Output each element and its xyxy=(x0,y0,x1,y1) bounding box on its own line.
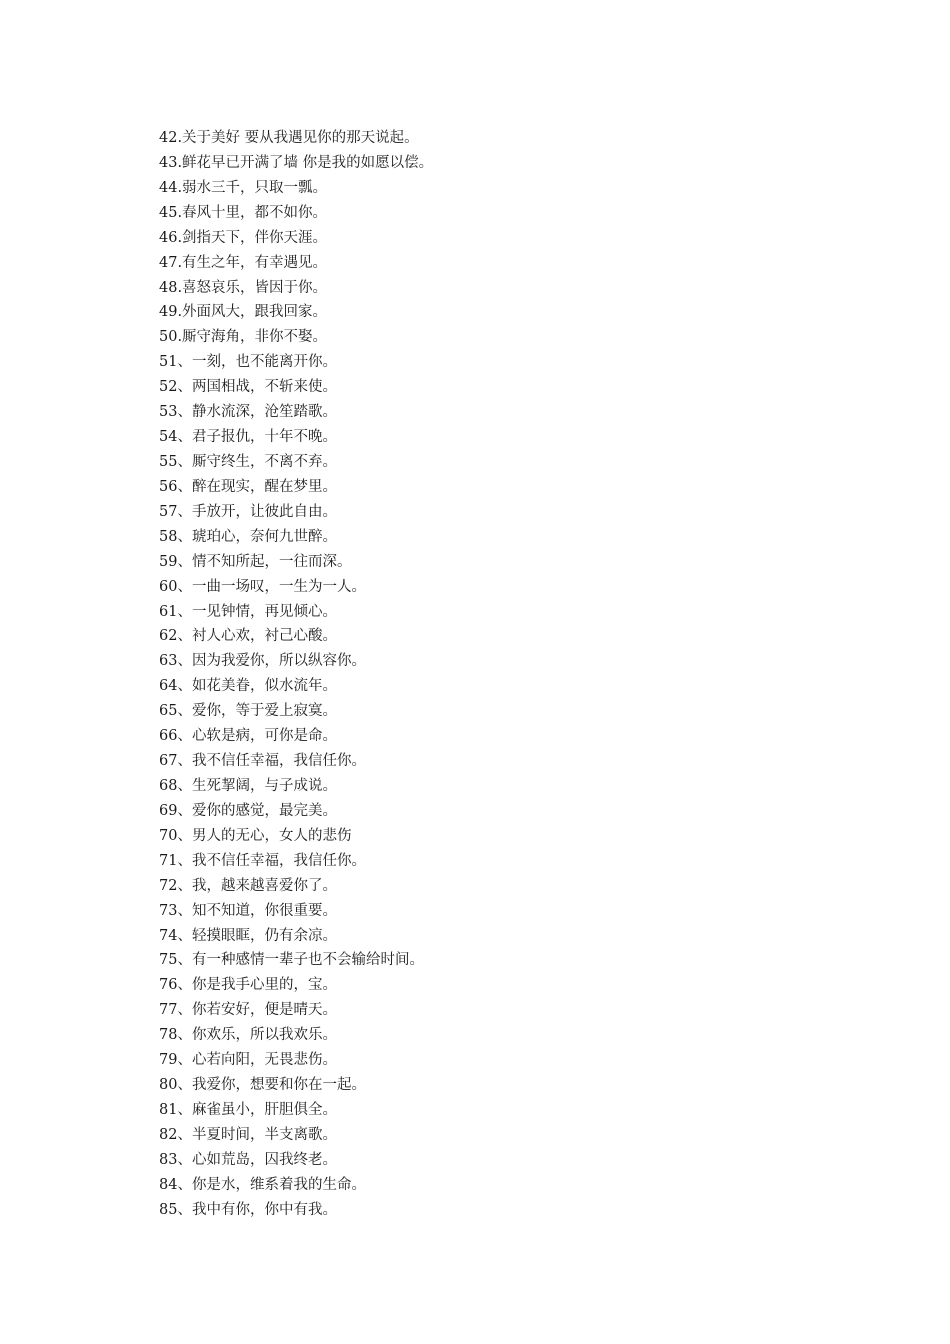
quote-line: 67、我不信任幸福，我信任你。 xyxy=(159,753,366,770)
quote-line: 51、一刻，也不能离开你。 xyxy=(159,354,337,371)
quote-line: 62、衬人心欢，衬己心酸。 xyxy=(159,628,337,645)
quote-line: 68、生死挈阔，与子成说。 xyxy=(159,777,337,794)
quote-line: 53、静水流深，沧笙踏歌。 xyxy=(159,404,337,421)
quote-line: 72、我，越来越喜爱你了。 xyxy=(159,877,337,894)
quote-line: 52、两国相战，不斩来使。 xyxy=(159,379,337,396)
quote-line: 83、心如荒岛，囚我终老。 xyxy=(159,1151,337,1168)
quote-line: 77、你若安好，便是晴天。 xyxy=(159,1002,337,1019)
quote-line: 75、有一种感情一辈子也不会输给时间。 xyxy=(159,952,424,969)
quote-line: 54、君子报仇，十年不晚。 xyxy=(159,429,337,446)
quote-line: 85、我中有你，你中有我。 xyxy=(159,1201,337,1218)
quote-line: 79、心若向阳，无畏悲伤。 xyxy=(159,1052,337,1069)
quote-line: 59、情不知所起，一往而深。 xyxy=(159,553,352,570)
quote-line: 80、我爱你，想要和你在一起。 xyxy=(159,1077,366,1094)
quote-list xyxy=(159,126,433,1223)
quote-line: 66、心软是病，可你是命。 xyxy=(159,728,337,745)
quote-line: 78、你欢乐，所以我欢乐。 xyxy=(159,1027,337,1044)
quote-line: 55、厮守终生，不离不弃。 xyxy=(159,453,337,470)
quote-line: 57、手放开，让彼此自由。 xyxy=(159,503,337,520)
quote-line: 60、一曲一场叹，一生为一人。 xyxy=(159,578,366,595)
quote-line: 50.厮守海角，非你不娶。 xyxy=(159,329,328,346)
quote-line: 65、爱你，等于爱上寂寞。 xyxy=(159,703,337,720)
quote-line: 58、琥珀心，奈何九世醉。 xyxy=(159,528,337,545)
quote-line: 47.有生之年，有幸遇见。 xyxy=(159,254,328,271)
quote-line: 43.鲜花早已开满了墙 你是我的如愿以偿。 xyxy=(159,154,434,171)
quote-line: 69、爱你的感觉，最完美。 xyxy=(159,802,337,819)
quote-line: 64、如花美眷，似水流年。 xyxy=(159,678,337,695)
quote-line: 56、醉在现实，醒在梦里。 xyxy=(159,478,337,495)
quote-line: 42.关于美好 要从我遇见你的那天说起。 xyxy=(159,130,419,146)
quote-line: 74、轻摸眼眶，仍有余凉。 xyxy=(159,927,337,944)
quote-line: 61、一见钟情，再见倾心。 xyxy=(159,603,337,620)
quote-line: 71、我不信任幸福，我信任你。 xyxy=(159,852,366,869)
quote-line: 63、因为我爱你，所以纵容你。 xyxy=(159,653,366,670)
quote-line: 84、你是水，维系着我的生命。 xyxy=(159,1176,366,1193)
quote-line: 48.喜怒哀乐，皆因于你。 xyxy=(159,279,328,296)
quote-line: 49.外面风大，跟我回家。 xyxy=(159,304,328,321)
quote-line: 44.弱水三千，只取一瓢。 xyxy=(159,179,328,196)
quote-line: 70、男人的无心，女人的悲伤 xyxy=(159,827,352,844)
quote-line: 76、你是我手心里的，宝。 xyxy=(159,977,337,994)
quote-line: 81、麻雀虽小，肝胆俱全。 xyxy=(159,1101,337,1118)
quote-line: 46.剑指天下，伴你天涯。 xyxy=(159,229,328,246)
quote-line: 82、半夏时间，半支离歌。 xyxy=(159,1126,337,1143)
quote-line: 45.春风十里，都不如你。 xyxy=(159,204,328,221)
quote-line: 73、知不知道，你很重要。 xyxy=(159,902,337,919)
